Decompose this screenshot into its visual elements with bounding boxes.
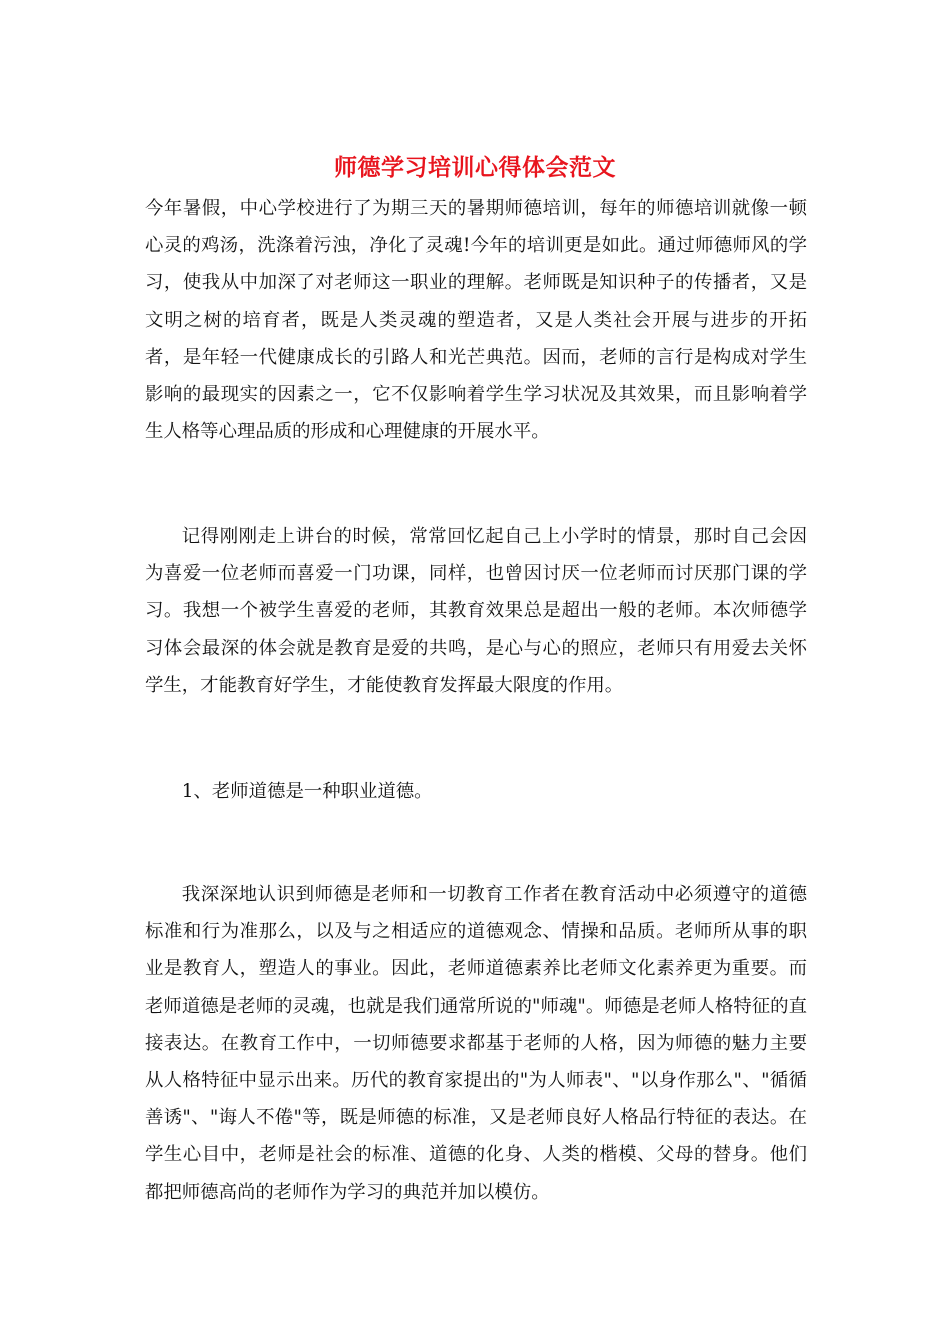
paragraph-intro: 今年暑假，中心学校进行了为期三天的暑期师德培训，每年的师德培训就像一顿心灵的鸡汤，洗涤着污浊，净化了灵魂!今年的培训更是如此。通过师德师风的学习，使我从中加深了对老师这一职业的理解。老师既是知识种子的传播者，又是文明之树的培育者，既是人类灵魂的塑造者，又是人类社会开展与进步的开拓者，是年轻一代健康成长的引路人和光芒典范。因而，老师的言行是构成对学生影响的最现实的因素之一，它不仅影响着学生学习状况及其效果，而且影响着学生人格等心理品质的形成和心理健康的开展水平。 — [145, 198, 807, 443]
document-title: 师德学习培训心得体会范文 — [334, 154, 616, 181]
paragraph-heading-point-1: 1、老师道德是一种职业道德。 — [181, 781, 433, 802]
paragraph-ethics: 我深深地认识到师德是老师和一切教育工作者在教育活动中必须遵守的道德标准和行为准那么，以及与之相适应的道德观念、情操和品质。老师所从事的职业是教育人，塑造人的事业。因此，老师道德素养比老师文化素养更为重要。而老师道德是老师的灵魂，也就是我们通常所说的"师魂"。师德是老师人格特征的直接表达。在教育工作中，一切师德要求都基于老师的人格，因为师德的魅力主要从人格特征中显示出来。历代的教育家提出的"为人师表"、"以身作那么"、"循循善诱"、"诲人不倦"等，既是师德的标准，又是老师良好人格品行特征的表达。在学生心目中，老师是社会的标准、道德的化身、人类的楷模、父母的替身。他们都把师德高尚的老师作为学习的典范并加以模仿。 — [145, 884, 807, 1203]
paragraph-memory: 记得刚刚走上讲台的时候，常常回忆起自己上小学时的情景，那时自己会因为喜爱一位老师而喜爱一门功课，同样，也曾因讨厌一位老师而讨厌那门课的学习。我想一个被学生喜爱的老师，其教育效果总是超出一般的老师。本次师德学习体会最深的体会就是教育是爱的共鸣，是心与心的照应，老师只有用爱去关怀学生，才能教育好学生，才能使教育发挥最大限度的作用。 — [145, 526, 807, 696]
